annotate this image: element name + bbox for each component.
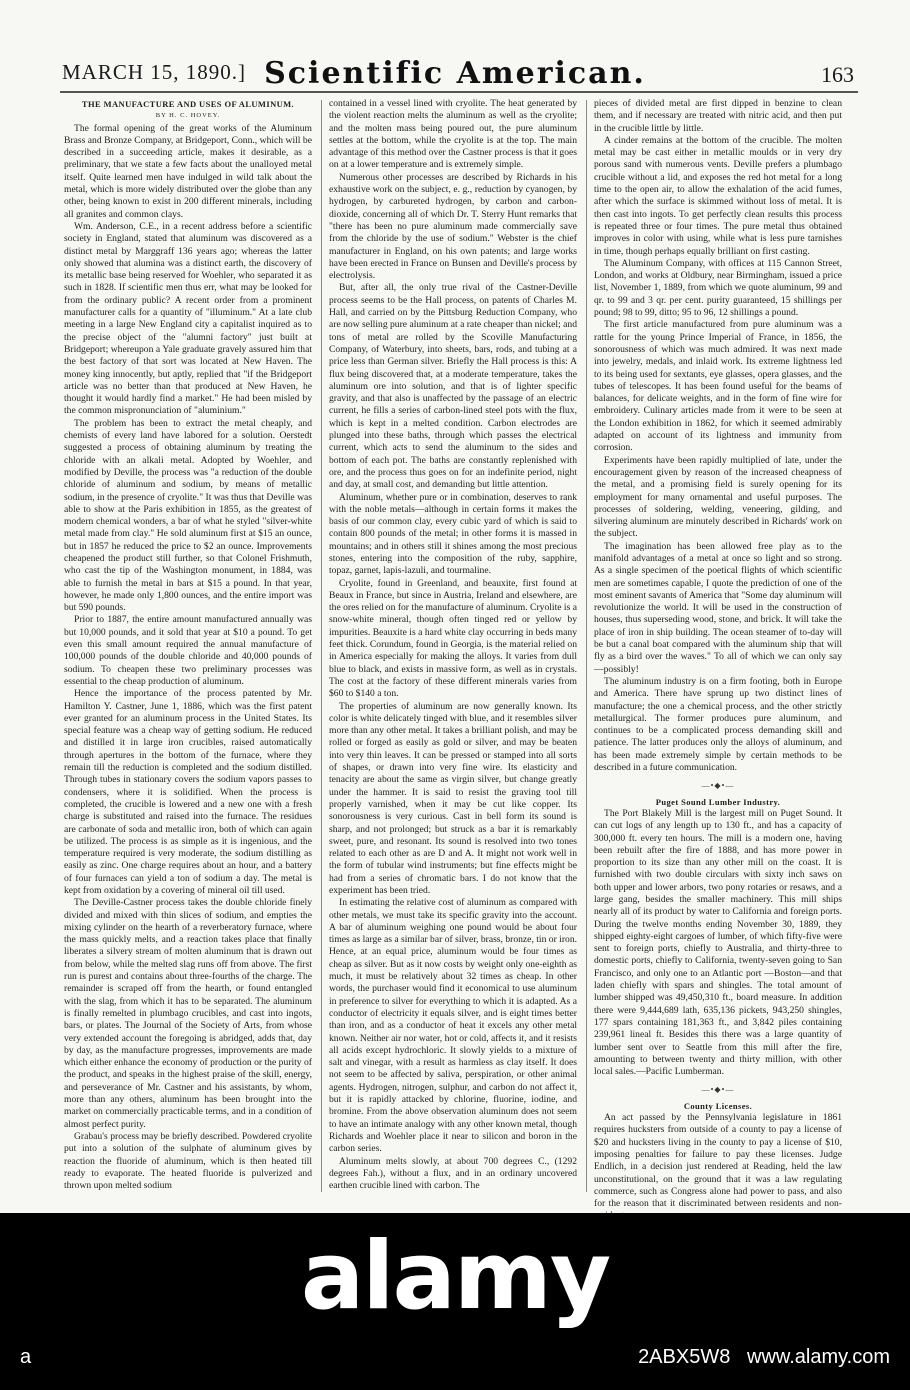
alamy-logo: alamy [300, 1222, 610, 1331]
paragraph: The imagination has been allowed free play as to the manifold advantages of a metal at once so light and so strong. As a single specimen of the poetical flights of which scientific men are sometimes capable, I quote the prediction of one of the most eminent savants of America that "Some day aluminum will revolutionize the world. It will be used in the construction of houses, thus superseding wood, stone, and brick. It will take the place of iron in ship building. The ocean steamer of to-day will be but a canal boat compared with the aluminum ship that will fly as a bird over the waves." To all of which we can only say —possibly! [594, 540, 842, 675]
paragraph: Aluminum melts slowly, at about 700 degrees C., (1292 degrees Fah.), without a flux, and in an ordinary uncovered earthen crucible lined with carbon. The [329, 1155, 577, 1192]
masthead-title: Scientific American. [264, 56, 646, 91]
paragraph: The aluminum industry is on a firm footing, both in Europe and America. There have sprung up two distinct lines of manufacture; the one a chemical process, and the other strictly metallurgical. The former produces pure aluminum, and continues to be a complicated process demanding skill and patience. The latter produces only the alloys of aluminum, and has been made extremely simple by certain methods to be described in a future communication. [594, 675, 842, 774]
paragraph: In estimating the relative cost of aluminum as compared with other metals, we must take its specific gravity into the account. A bar of aluminum weighing one pound would be about four times as large as a similar bar of silver, brass, bronze, tin or iron. Hence, at an equal price, aluminum would be four times as cheap as silver. But as it now costs by weight only one-eighth as much, it must be relatively about 32 times as cheap. In other words, the purchaser would find it economical to use aluminum in preference to silver for everything to which it is adapted. As a conductor of electricity it equals silver, and is eight times better than iron, and as a conductor of heat it excels any other metal known. Neither air nor water, hot or cold, affects it, and it resists all acids except hydrochloric. It slowly yields to a mixture of salt and vinegar, with a result as harmless as clay itself. It does not seem to be affected by saliva, perspiration, or other animal agents. Hydrogen, nitrogen, sulphur, and carbon do not affect it, but it is rapidly attacked by chlorine, fluorine, iodine, and bromine. From the above observation aluminum does not seem to have an intimate analogy with any other known metal, though Richards and Woehler place it near to silicon and boron in the carbon series. [329, 897, 578, 1155]
paragraph: Experiments have been rapidly multiplied of late, under the encouragement given by reason of the increased cheapness of the metal, and a promising field is surely opening for its employment for many ornamental and useful purposes. The processes of soldering, welding, veneering, gilding, and silvering aluminum are minutely described in Richards' work on the subject. [594, 454, 842, 540]
paragraph: Hence the importance of the process patented by Mr. Hamilton Y. Castner, June 1, 1886, which was the first patent ever granted for an aluminum process in the United States. Its special feature was a cheap way of getting sodium. He reduced and distilled it in large iron crucibles, raised automatically through apertures in the bottom of the furnace, where they remain till the reduction is completed and the sodium distilled. Through tubes in stationary covers the sodium vapors passes to condensers, where it is solidified. When the process is completed, the crucible is lowered and a new one with a fresh charge is substituted and raised into the furnace. The residues are carbonate of soda and metallic iron, both of which can again be utilized. The process is as simple as it is ingenious, and the temperature required is very moderate, the sodium distilling as easily as zinc. One charge requires about an hour, and a battery of four furnaces can yield a ton of sodium a day. The metal is kept from oxidation by a covering of mineral oil till used. [64, 688, 312, 896]
issue-date: MARCH 15, 1890.] [62, 60, 247, 84]
paragraph: Numerous other processes are described by Richards in his exhaustive work on the subject, e. g., reduction by cyanogen, by hydrogen, by carbureted hydrogen, by carbon and carbon-dioxide, concerning all of which Dr. T. Sterry Hunt remarks that "there has been no pure aluminum made commercially save from the chloride by the use of sodium." Webster is the chief manufacturer in England, on his own patents; and large works have been erected in France on Bunsen and Deville's process by electrolysis. [329, 171, 577, 282]
image-id-url: 2ABX5W8 www.alamy.com [638, 1346, 890, 1368]
paragraph: Wm. Anderson, C.E., in a recent address before a scientific society in England, stated that aluminum was discovered as a distinct metal by Marggraff 136 years ago; whereas the latter only showed that alumina was a distinct earth, the discovery of its metallic base being reserved for Woehler, who separated it as such in 1828. If scientific men thus err, what may be looked for from the ordinary public? A recent order from a prominent manufacturer calls for a quantity of "illuminum." At a late club meeting in a large New England city a capitalist inquired as to the precise object of the "alumni factory" just built at Bridgeport; whereupon a Yale graduate gravely assured him that the best factory of that sort was located at New Haven. The money king innocently, but aptly, replied that "if the Bridgeport article was no better than that produced at New Haven, he thought it would hardly find a market." He had been misled by the common mispronunciation of "aluminium." [64, 220, 312, 417]
article-byline: BY H. C. HOVEY. [155, 112, 221, 120]
article-title: Puget Sound Lumber Industry. [655, 796, 781, 807]
paragraph: The Deville-Castner process takes the double chloride finely divided and mixed with thin slices of sodium, and empties the mixing cylinder on the hearth of a reverberatory furnace, where the mass quickly melts, and a reaction takes place that finally liberates a silvery stream of molten aluminum that is drawn out from below, while the melted slag runs off from above. The first run is purest and contains about three-fourths of the charge. The remainder is scraped off from the hearth, or found entangled with the slag, from which it has to be separated. The aluminum is finally remelted in plumbago crucibles, and cast into ingots, bars, or plates. The Journal of the Society of Arts, from whose very extended account the foregoing is abridged, adds that, day by day, as the manufacture progresses, improvements are made which either enhance the economy of production or the purity of the product, and speaks in the highest praise of the skill, energy, and perseverance of Mr. Castner and his assistants, by whom, more than any others, aluminum has been brought into the market on commercially practicable terms, and in a condition of almost perfect purity. [64, 897, 312, 1130]
article-title: THE MANUFACTURE AND USES OF ALUMINUM. [81, 99, 295, 109]
section-divider: —•◆•— [701, 1085, 735, 1095]
paragraph: Cryolite, found in Greenland, and beauxite, first found at Beaux in France, but since in Austria, Ireland and elsewhere, are the ores relied on for the manufacture of aluminum. Cryolite is a snow-white mineral, though often tinged red or yellow by impurities. Beauxite is a hard white clay occurring in beds many feet thick. Corundum, found in Georgia, is the material relied on in America especially for making the alloys. It varies from dull blue to black, and exists in massive form, as well as in crystals. The cost at the factory of these different minerals varies from $60 to $140 a ton. [329, 577, 577, 700]
column-separator [586, 100, 587, 1192]
paragraph: The Port Blakely Mill is the largest mill on Puget Sound. It can cut logs of any length up to 130 ft., and has a capacity of 300,000 ft. every ten hours. The mill is a modern one, having been rebuilt after the fire of 1888, and has more power in proportion to its size than any other mill on the coast. It is furnished with two double circulars with sixty inch saws on both upper and lower arbors, two pony rotaries or resaws, and a large gang, besides the smaller machinery. This mill ships nearly all of its product by water to California and foreign ports. During the twelve months ending November 30, 1889, they shipped eighty-eight cargoes of lumber, of which fifty-five were sent to foreign ports, chiefly to Australia, and thirty-three to domestic ports, chiefly to California, twenty-seven going to San Francisco, and only one to an Atlantic port —Boston—and that laden chiefly with spars and shingles. The total amount of lumber shipped was 49,450,310 ft., board measure. In addition there were 9,444,689 lath, 635,136 pickets, 943,250 shingles, 177 spars containing 181,363 ft., and 3,842 piles containing 239,961 lineal ft. Besides this there was a large quantity of lumber sent over to Seattle from this mill after the fire, amounting to between twenty and thirty million, with other local sales.—Pacific Lumberman. [594, 807, 842, 1078]
paragraph: A cinder remains at the bottom of the crucible. The molten metal may be cast either in metallic moulds or in very dry porous sand with numerous vents. Deville prefers a plumbago crucible without a lid, and exposes the red hot metal for a long time to the open air, to allow the exhalation of the acid fumes, after which the surface is skimmed without loss of metal. It is then cast into ingots. To get perfectly clean results this process is repeated three or four times. The pure metal thus obtained improves in color with using, while what is less pure tarnishes in time, though perhaps equally brilliant on first casting. [594, 134, 842, 257]
paragraph: Prior to 1887, the entire amount manufactured annually was but 10,000 pounds, and it sold that year at $10 a pound. To get even this small amount required the annual manufacture of 100,000 pounds of the double chloride and 40,000 pounds of sodium. To cheapen these two preliminary processes was essential to the cheap production of aluminum. [64, 614, 312, 687]
column-2 [329, 98, 577, 1198]
paragraph: The first article manufactured from pure aluminum was a rattle for the young Prince Imperial of France, in 1856, the sonorousness of which was much admired. It was next made into jewelry, medals, and inlaid work. Its extreme lightness led to its being used for sextants, eye glasses, opera glasses, and the tubes of telescopes. It has been found useful for the beams of balances, for delicate weights, and in the form of fine wire for embroidery. Culinary articles made from it were to be seen at the London exhibition in 1862, for which it seemed admirably adapted on account of its lightness and immunity from corrosion. [594, 319, 842, 454]
paragraph: But, after all, the only true rival of the Castner-Deville process seems to be the Hall process, on patents of Charles M. Hall, and carried on by the Pittsburg Reduction Company, who are now selling pure aluminum at a rate cheaper than nickel; and tons of metal are rolled by the Scoville Manufacturing Company, of Waterbury, into sheets, bars, rods, and tubing at a price less than German silver. Briefly the Hall process is this: A flux being discovered that, at a moderate temperature, takes the aluminum ore into solution, and that is of lighter specific gravity, and that also is unaffected by the passage of an electric current, he fills a series of carbon-lined steel pots with the flux, which is kept in a melted condition. Carbon electrodes are plunged into these baths, through which passes the electrical current, which acts to send the aluminum to the sides and bottom of each pot. The baths are constantly replenished with ore, and the process thus goes on for an indefinite period, night and day, at small cost, and demanding but little attention. [329, 282, 578, 491]
header-rule [60, 91, 858, 93]
image-id-short: a [20, 1346, 32, 1368]
paragraph: The properties of aluminum are now generally known. Its color is white delicately tinged with blue, and it resembles silver more than any other metal. It takes a brilliant polish, and may be rolled or forged as easily as gold or silver, and may be beaten into very thin leaves. It can be pressed or stamped into all sorts of shapes, or drawn into very fine wire. Its elasticity and tenacity are about the same as virgin silver, but change greatly under the hammer. It is said to resist the graving tool till properly varnished, when it may be cut like copper. Its sonorousness is very curious. Cast in bell form its sound is sharp, and not prolonged; but struck as a bar it is remarkably sweet, pure, and resonant. Its sound is resolved into two tones related to each other as are D and A. It might not work well in the form of tubular wind instruments; but fine effects might be had from a series of chromatic bars. I do not know that the experiment has been tried. [329, 700, 577, 896]
page-number: 163 [821, 62, 854, 87]
paragraph: Aluminum, whether pure or in combination, deserves to rank with the noble metals—although in certain forms it makes the basis of our common clay, every cubic yard of which is said to contain 800 pounds of the metal; in other forms it is massed in mountains; and in others still it shines among the most precious stones, entering into the composition of the ruby, sapphire, topaz, garnet, lapis-lazuli, and tourmaline. [329, 491, 577, 577]
paragraph: The problem has been to extract the metal cheaply, and chemists of every land have labored for a solution. Oerstedt suggested a process of obtaining aluminum by treating the chloride with an alkali metal. Adopted by Woehler, and modified by Deville, the process was "a reduction of the double chloride of aluminum and sodium, by means of metallic sodium, in the presence of cryolite." It was thus that Deville was able to show at the Paris exhibition in 1855, as the greatest of modern chemical wonders, a bar of what he styled "silver-white metal made from clay." He sold aluminum first at $15 an ounce, but in 1857 he reduced the price to $2 an ounce. Improvements cheapened the product still further, so that Colonel Frishmuth, who cast the tip of the Washington monument, in 1884, was able to furnish the metal in bars at $15 a pound. In that year, however, he made only 1,800 ounces, and the entire import was but 590 pounds. [64, 417, 312, 614]
column-3 [594, 98, 842, 1210]
paragraph: The Aluminum Company, with offices at 115 Cannon Street, London, and works at Oldbury, near Birmingham, issued a price list, November 1, 1889, from which we quote aluminum, 99 and qr. to 99 and 3 qr. per cent. purity guaranteed, 15 shillings per pound; 98 to 99, ditto; 95 to 96, 12 shillings a pound. [594, 257, 842, 319]
paragraph: An act passed by the Pennsylvania legislature in 1861 requires hucksters from outside of a county to pay a license of $20 and hucksters living in the county to pay a license of $10, imposing penalties for failure to pay these licenses. Judge Endlich, in a decision just rendered at Reading, held the law unconstitutional, on the ground that it was a law regulating commerce, such as Congress alone had power to pass, and also for the reason that it discriminated between residents and non- [594, 1112, 842, 1210]
column-separator [321, 100, 322, 1192]
column-1 [64, 98, 312, 1198]
paragraph: The formal opening of the great works of the Aluminum Brass and Bronze Company, at Bridgeport, Conn., which will be described in a succeeding article, makes it desirable, as a preliminary, that we state a few facts about the unalloyed metal itself. Quite learned men have indulged in wild talk about the metal, which is more widely distributed over the globe than any other, being known to exist in 200 different minerals, including all granites and common clays. [64, 122, 312, 220]
paragraph: Grabau's process may be briefly described. Powdered cryolite put into a solution of the sulphate of aluminum gives by reaction the fluoride of aluminum, which is then heated till ready to evaporate. The heated fluoride is pulverized and thrown upon melted sodium [64, 1130, 312, 1192]
paragraph: contained in a vessel lined with cryolite. The heat generated by the violent reaction melts the aluminum as well as the cryolite; and the molten mass being poured out, the pure aluminum settles at the bottom, while the cryolite is at the top. The main advantage of this method over the Castner process is that it goes on at a lower temperature and is extremely simple. [329, 98, 577, 171]
section-divider: —•◆•— [701, 781, 735, 791]
paragraph: pieces of divided metal are first dipped in benzine to clean them, and if necessary are treated with nitric acid, and then put in the crucible little by little. [594, 98, 842, 134]
article-title: County Licenses. [683, 1100, 753, 1111]
